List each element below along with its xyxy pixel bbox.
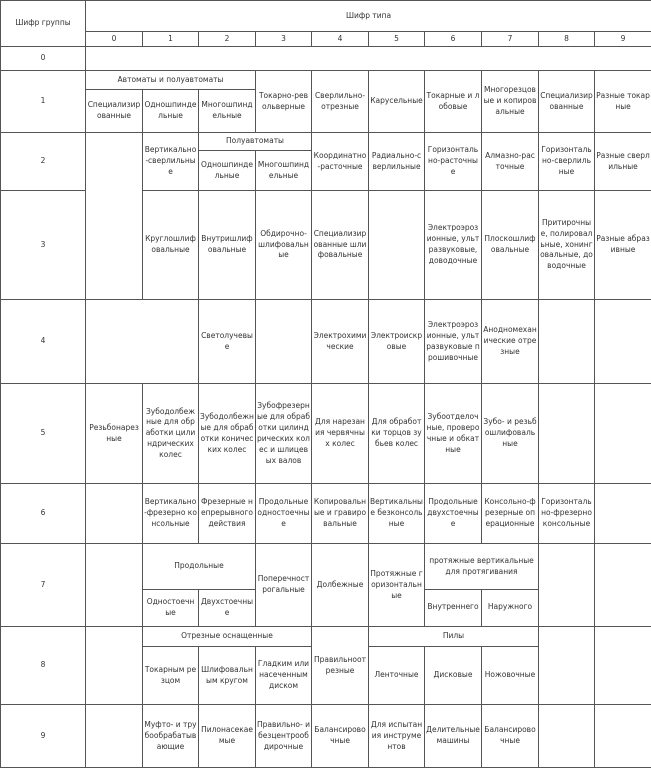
g7-type-3: Поперечнострогальные — [256, 544, 312, 627]
group-code-6: 6 — [1, 484, 86, 544]
g7-type-5: Протяжные горизонтальные — [369, 544, 425, 627]
g1-type-8: Специализированные — [539, 71, 595, 132]
g2-semiauto-heading: Полуавтоматы — [199, 132, 312, 150]
g6-type-7: Консольно-фрезерные операционные — [482, 484, 539, 544]
g9-type-1: Муфто- и трубообрабатывающие — [143, 705, 199, 768]
g6-type-0-empty — [86, 484, 143, 544]
g1-type-9: Разные токарные — [595, 71, 651, 132]
g3-type-3: Обдирочно-шлифовальные — [256, 191, 312, 300]
type-header-0: 0 — [86, 32, 143, 47]
g6-type-1: Вертикально-фрезерно консольные — [143, 484, 199, 544]
g7-type-0-empty — [86, 544, 143, 627]
g2-type-1: Вертикально-сверлильные — [143, 132, 199, 190]
g8-saws-heading: Пилы — [369, 626, 539, 646]
g2-type-7: Алмазно-расточные — [482, 132, 539, 190]
g2-type-8: Горизонтально-сверлильные — [539, 132, 595, 190]
type-header-6: 6 — [425, 32, 482, 47]
g2-type-5: Радиально-сверлильные — [369, 132, 425, 190]
g6-type-6: Продольные двухстоечные — [425, 484, 482, 544]
g9-type-8-empty — [539, 705, 595, 768]
group-code-3: 3 — [1, 191, 86, 300]
g5-type-7: Зубо- и резьбошлифовальные — [482, 384, 539, 484]
g2-type-6: Горизонтально-расточные — [425, 132, 482, 190]
g8-type-2: Шлифовальным кругом — [199, 647, 256, 705]
g8-type-9-empty — [595, 626, 651, 705]
g1-automats-heading: Автоматы и полуавтоматы — [86, 71, 256, 89]
g7-type-9-empty — [595, 544, 651, 627]
g9-type-2: Пилонасекаемые — [199, 705, 256, 768]
g7-type-1: Одностоечные — [143, 589, 199, 626]
g4-type-6: Электроэрозионные, ультразвуковые прошивочные — [425, 299, 482, 384]
group-code-0: 0 — [1, 47, 86, 71]
type-header-3: 3 — [256, 32, 312, 47]
g9-type-6: Делительные машины — [425, 705, 482, 768]
g8-type-5: Ленточные — [369, 647, 425, 705]
type-header-8: 8 — [539, 32, 595, 47]
g7-type-4: Долбежные — [312, 544, 369, 627]
group-code-2: 2 — [1, 132, 86, 190]
g3-type-4: Специализированные шлифовальные — [312, 191, 369, 300]
g8-type-8-empty — [539, 626, 595, 705]
type-header-4: 4 — [312, 32, 369, 47]
g3-type-5-empty — [369, 191, 425, 300]
g2-type-3: Многошпиндельные — [256, 150, 312, 190]
g8-type-3: Гладким или насеченным диском — [256, 647, 312, 705]
group-code-9: 9 — [1, 705, 86, 768]
g3-type-9: Разные абразивные — [595, 191, 651, 300]
type-header-5: 5 — [369, 32, 425, 47]
g6-type-3: Продольные одностоечные — [256, 484, 312, 544]
g4-types-0-1-empty — [86, 299, 199, 384]
g9-type-3: Правильно- и безцентрообдирочные — [256, 705, 312, 768]
group-0-empty — [86, 47, 651, 71]
g1-type-7: Многорезцовые и копировальные — [482, 71, 539, 132]
g1-type-0: Специализированные — [86, 89, 143, 132]
g4-type-5: Электроискровые — [369, 299, 425, 384]
g1-type-6: Токарные и лобовые — [425, 71, 482, 132]
g4-type-9-empty — [595, 299, 651, 384]
g3-type-8: Притирочные, полировальные, хонинговальные, доводочные — [539, 191, 595, 300]
g8-type-7: Ножовочные — [482, 647, 539, 705]
group-code-8: 8 — [1, 626, 86, 705]
g5-type-4: Для нарезания червячных колес — [312, 384, 369, 484]
g6-type-8: Горизонтально-фрезерно консольные — [539, 484, 595, 544]
g1-type-2: Многошпиндельные — [199, 89, 256, 132]
g4-type-7: Анодномеханические отрезные — [482, 299, 539, 384]
g7-type-6: Внутреннего — [425, 589, 482, 626]
type-header-7: 7 — [482, 32, 539, 47]
g5-type-9-empty — [595, 384, 651, 484]
g5-type-5: Для обработки торцов зубьев колес — [369, 384, 425, 484]
g9-type-4: Балансировочные — [312, 705, 369, 768]
group-code-header: Шифр группы — [1, 1, 86, 47]
g4-type-4: Электрохимические — [312, 299, 369, 384]
g5-type-6: Зубоотделочные, проверочные и обкатные — [425, 384, 482, 484]
group-code-5: 5 — [1, 384, 86, 484]
g4-type-3-empty — [256, 299, 312, 384]
g6-type-2: Фрезерные непрерывного действия — [199, 484, 256, 544]
g7-type-8-empty — [539, 544, 595, 627]
group-code-1: 1 — [1, 71, 86, 132]
g2-type-4: Координатно-расточные — [312, 132, 369, 190]
g8-type-0-empty — [86, 626, 143, 705]
g2-g3-type-0-empty — [86, 132, 143, 299]
g3-type-6: Электроэрозионные, ультразвуковые, доводочные — [425, 191, 482, 300]
group-code-7: 7 — [1, 544, 86, 627]
g3-type-2: Внутришлифовальные — [199, 191, 256, 300]
g2-type-2: Одношпиндельные — [199, 150, 256, 190]
g9-type-5: Для испытания инструментов — [369, 705, 425, 768]
g9-type-0-empty — [86, 705, 143, 768]
g4-type-2: Светолучевые — [199, 299, 256, 384]
g5-type-1: Зубодолбежные для обработки цилиндрических колес — [143, 384, 199, 484]
g8-type-4: Правильноотрезные — [312, 626, 369, 705]
g8-cutting-heading: Отрезные оснащенные — [143, 626, 312, 646]
type-code-header: Шифр типа — [86, 1, 651, 32]
type-header-9: 9 — [595, 32, 651, 47]
g6-type-9-empty — [595, 484, 651, 544]
g2-type-9: Разные сверлильные — [595, 132, 651, 190]
g7-type-2: Двухстоечные — [199, 589, 256, 626]
g3-type-1: Круглошлифовальные — [143, 191, 199, 300]
g8-type-1: Токарным резцом — [143, 647, 199, 705]
g5-type-2: Зубодолбежные для обработки конических колес — [199, 384, 256, 484]
g1-type-3: Токарно-револьверные — [256, 71, 312, 132]
g7-broach-heading: протяжные вертикальные для протягивания — [425, 544, 539, 589]
g3-type-7: Плоскошлифовальные — [482, 191, 539, 300]
g5-type-3: Зубофрезерные для обработки цилиндрических колес и шлицевых валов — [256, 384, 312, 484]
group-code-4: 4 — [1, 299, 86, 384]
type-header-2: 2 — [199, 32, 256, 47]
g1-type-4: Сверлильно-отрезные — [312, 71, 369, 132]
g6-type-4: Копировальные и гравировальные — [312, 484, 369, 544]
g1-type-5: Карусельные — [369, 71, 425, 132]
g8-type-6: Дисковые — [425, 647, 482, 705]
g5-type-8-empty — [539, 384, 595, 484]
g7-longitudinal-heading: Продольные — [143, 544, 256, 589]
g6-type-5: Вертикальные безконсольные — [369, 484, 425, 544]
g5-type-0: Резьбонарезные — [86, 384, 143, 484]
g9-type-9-empty — [595, 705, 651, 768]
g7-type-7: Наружного — [482, 589, 539, 626]
g4-type-8-empty — [539, 299, 595, 384]
type-header-1: 1 — [143, 32, 199, 47]
g1-type-1: Одношпиндельные — [143, 89, 199, 132]
g9-type-7: Балансировочные — [482, 705, 539, 768]
